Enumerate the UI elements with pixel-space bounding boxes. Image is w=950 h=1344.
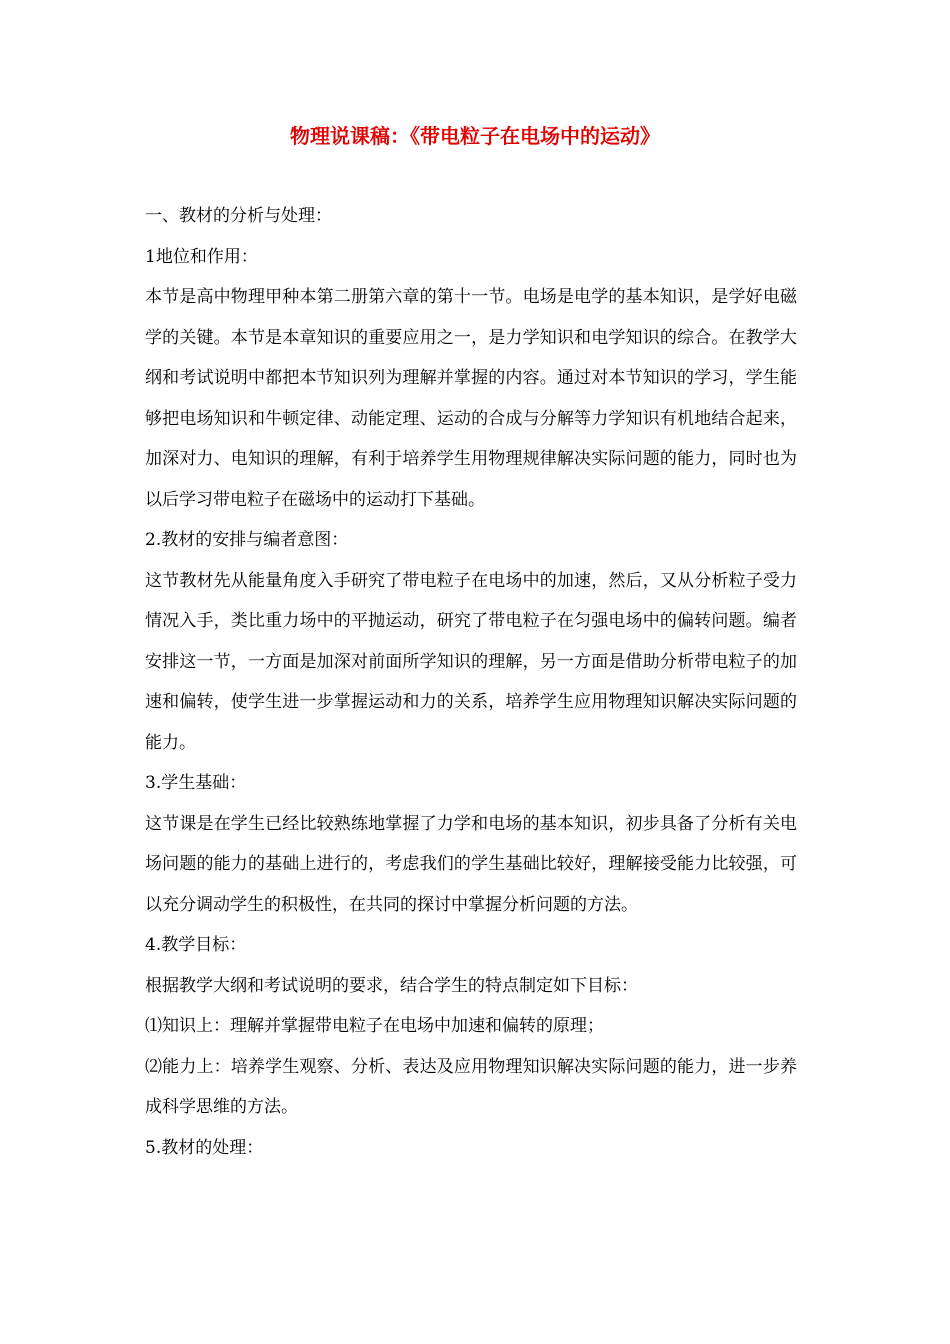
subsection-heading: 4.教学目标： [145,935,247,955]
body-paragraph: 本节是高中物理甲种本第二册第六章的第十一节。电场是电学的基本知识，是学好电磁学的关键。本节是本章知识的重要应用之一，是力学知识和电学知识的综合。在教学大纲和考试说明中都把本节知识列为理解并掌握的内容。通过对本节知识的学习，学生能够把电场知识和牛顿定律、动能定理、运动的合成与分解等力学知识有机地结合起来，加深对力、电知识的理解，有利于培养学生用物理规律解决实际问题的能力，同时也为以后学习带电粒子在磁场中的运动打下基础。 [145,287,797,510]
body-paragraph: 这节教材先从能量角度入手研究了带电粒子在电场中的加速，然后，又从分析粒子受力情况入手，类比重力场中的平抛运动，研究了带电粒子在匀强电场中的偏转问题。编者安排这一节，一方面是加深对前面所学知识的理解，另一方面是借助分析带电粒子的加速和偏转，使学生进一步掌握运动和力的关系，培养学生应用物理知识解决实际问题的能力。 [145,570,797,753]
document-title: 物理说课稿：《带电粒子在电场中的运动》 [290,124,660,148]
body-paragraph: 这节课是在学生已经比较熟练地掌握了力学和电场的基本知识，初步具备了分析有关电场问题的能力的基础上进行的，考虑我们的学生基础比较好，理解接受能力比较强，可以充分调动学生的积极性，在共同的探讨中掌握分析问题的方法。 [145,813,797,915]
section-heading: 一、教材的分析与处理： [145,206,332,226]
list-item: ⑴知识上：理解并掌握带电粒子在电场中加速和偏转的原理； [145,1016,604,1036]
subsection-heading: 3.学生基础： [145,773,247,793]
subsection-heading: 1地位和作用： [145,246,258,267]
body-paragraph: 根据教学大纲和考试说明的要求，结合学生的特点制定如下目标： [145,975,638,996]
subsection-heading: 2.教材的安排与编者意图： [145,530,349,550]
document-body [145,196,797,1168]
subsection-heading: 5.教材的处理： [145,1137,264,1158]
list-item: ⑵能力上：培养学生观察、分析、表达及应用物理知识解决实际问题的能力，进一步养成科学思维的方法。 [145,1056,797,1117]
